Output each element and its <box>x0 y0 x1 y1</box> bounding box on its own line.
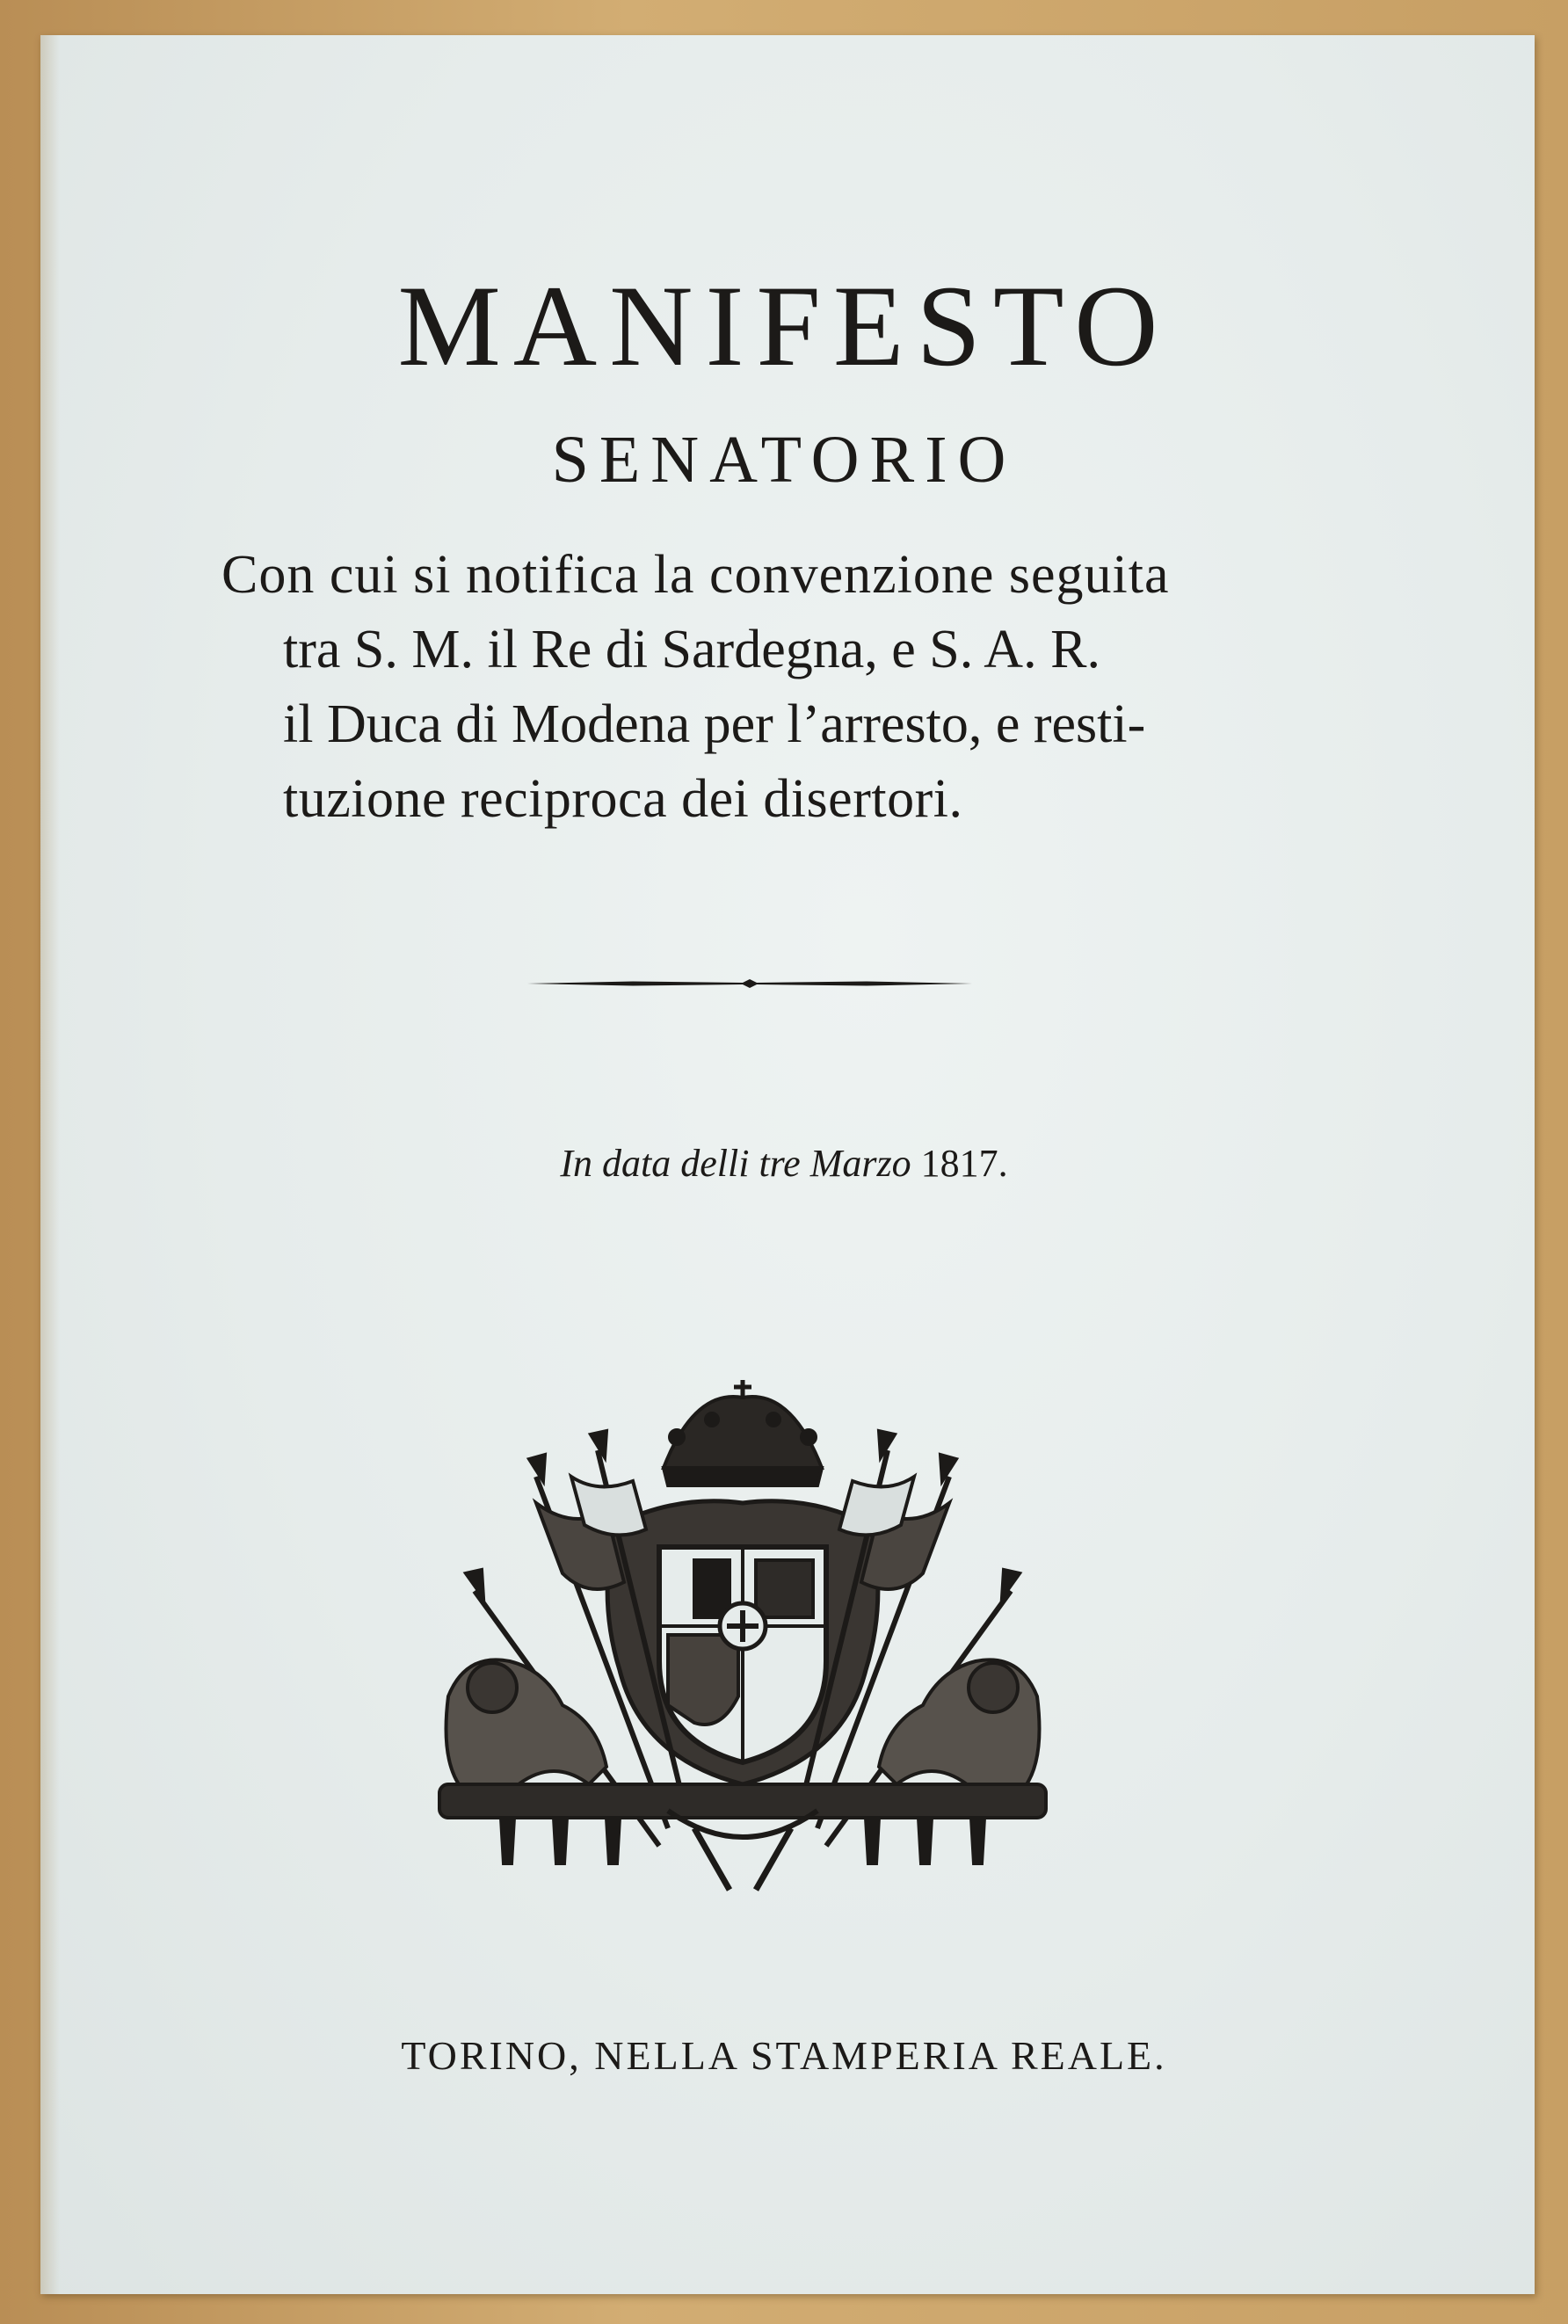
description-line-2: tra S. M. il Re di Sardegna, e S. A. R. <box>283 620 1100 679</box>
description-line-3: il Duca di Modena per l’arresto, e resti- <box>283 694 1146 754</box>
description-line-1: Con cui si notifica la convenzione seguita <box>221 545 1170 605</box>
date-year: 1817. <box>920 1142 1008 1185</box>
description-line-4: tuzione reciproca dei disertori. <box>283 769 963 829</box>
date-text: In data delli tre Marzo <box>560 1142 911 1185</box>
document-date <box>0 1141 1568 1186</box>
printer-imprint: TORINO, NELLA STAMPERIA REALE. <box>401 2033 1167 2078</box>
ornamental-rule-icon <box>527 977 972 990</box>
document-title: MANIFESTO <box>397 261 1171 390</box>
document-subtitle: SENATORIO <box>551 423 1017 497</box>
coat-of-arms-icon <box>431 1371 1055 1899</box>
